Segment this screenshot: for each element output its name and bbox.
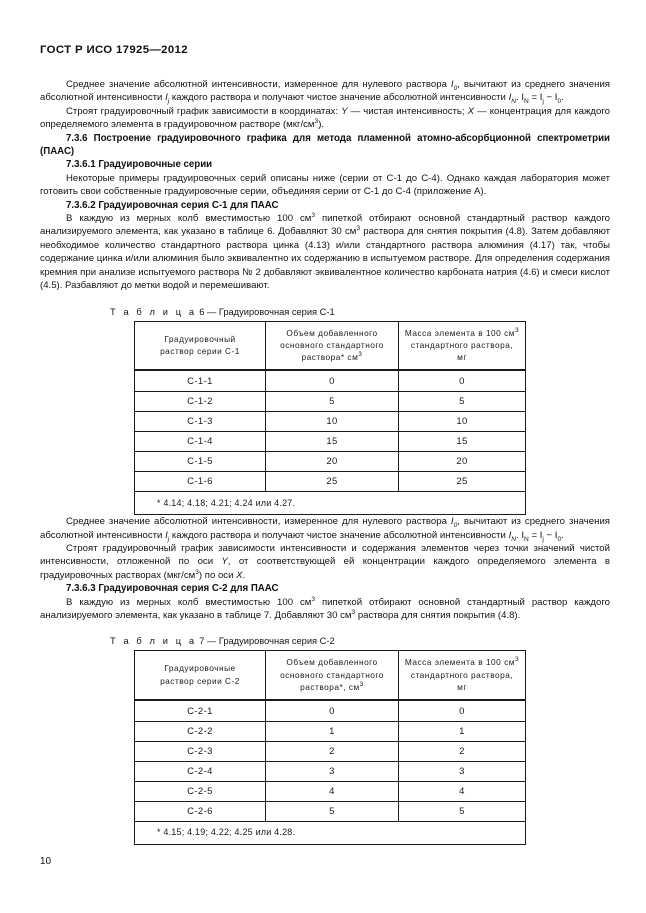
paragraph-series-c1-procedure <box>40 212 610 292</box>
para7-text-a: В каждую из мерных колб вместимостью 100 см <box>66 596 312 608</box>
cell-solution: С-1-1 <box>135 370 266 392</box>
table-caption-number: 6 <box>199 306 205 317</box>
cell-mass: 0 <box>399 700 526 722</box>
cell-mass: 4 <box>399 781 526 801</box>
cell-solution: С-2-1 <box>135 700 266 722</box>
cell-volume: 1 <box>266 721 399 741</box>
paragraph-series-c2-procedure <box>40 596 610 623</box>
para1-formula: . $I_N = I_j - I_0$. <box>516 92 564 106</box>
cell-mass: 5 <box>399 801 526 821</box>
paragraph-calibration-graph-1 <box>40 105 610 132</box>
cell-volume: 15 <box>266 432 399 452</box>
table-row <box>135 781 526 801</box>
paragraph-mean-intensity-1 <box>40 78 610 105</box>
column-header-solution: Градуировочные раствор серии С-2 <box>135 651 266 700</box>
superscript-cubic: 3 <box>514 326 520 334</box>
column-header-volume: Объем добавленного основного стандартного раствора*, $см^3$ <box>266 651 399 700</box>
heading-7-3-6-3: 7.3.6.3 Градуировочная серия С-2 для ПААС <box>66 583 279 595</box>
cell-solution: С-2-2 <box>135 721 266 741</box>
cell-solution: С-1-2 <box>135 392 266 412</box>
cell-mass: 10 <box>399 412 526 432</box>
para1-text-a: Среднее значение абсолютной интенсивности, измеренное для нулевого раствора <box>66 79 451 90</box>
symbol-in: $I_N$ <box>508 529 517 543</box>
superscript-cubic: 3 <box>311 595 316 603</box>
table-footnote-row <box>135 821 526 844</box>
table-caption-number: 7 <box>199 636 205 647</box>
axis-symbol-x: X <box>467 105 475 117</box>
symbol-i0: $I_0$ <box>450 516 458 530</box>
paragraph-calibration-series-examples: Некоторые примеры градуировочных серий описаны ниже (серии от С-1 до С-4). Однако каждая лаборатория может готовить свои собственные градуировочные серии, объединяя серии от С-1 до С-4 (приложение А). <box>40 172 610 198</box>
paragraph-calibration-graph-2 <box>40 542 610 582</box>
para7-text-b: пипеткой отбирают основной стандартный раствор каждого анализируемого элемента, как указано в таблице 7. Добавляют 30 см <box>40 596 610 621</box>
superscript-cubic: 3 <box>356 225 361 233</box>
cell-solution: С-1-5 <box>135 452 266 472</box>
para2-text-d: ). <box>318 119 325 131</box>
para4-text-c: раствора для снятия покрытия (4.8). Затем добавляют необходимое количество стандартного раствора цинка (4.13) и/или стандартного раствора алюминия (4.17) так, чтобы содержание цинка и/или алюминия было эквивалентно их содержанию в испытуемом растворе. Для определения содержания кремния при анализе испытуемого раствора № 2 добавляют эквивалентное количество карбоната натрия (4.6) и смеси кислот (4.5). Разбавляют до метки водой и перемешивают. <box>40 226 611 292</box>
para2-text-c: — концентрация для каждого определяемого элемента в градуировочном растворе (мкг/см <box>40 105 610 131</box>
heading-7-3-6-2: 7.3.6.2 Градуировочная серия С-1 для ПААС <box>66 199 279 211</box>
para2-text-b: — чистая интенсивность; <box>347 105 468 117</box>
cell-solution: С-2-4 <box>135 761 266 781</box>
cell-mass: 25 <box>399 472 526 492</box>
para5-formula: . $I_N = I_j - I_0$. <box>516 529 564 543</box>
superscript-cubic: 3 <box>195 568 199 576</box>
cell-volume: 3 <box>266 761 399 781</box>
table-caption-text: — Градуировочная серия С-1 <box>206 306 335 317</box>
para1-text-c: каждого раствора и получают чистое значение абсолютной интенсивности <box>169 92 509 104</box>
table-row <box>135 761 526 781</box>
table-footnote: * 4.15; 4.19; 4.22; 4.25 или 4.28. <box>135 821 526 844</box>
cell-volume: 20 <box>266 452 399 472</box>
cell-mass: 0 <box>399 370 526 392</box>
axis-symbol-y: Y <box>221 556 228 568</box>
page-number: 10 <box>40 856 52 867</box>
cell-mass: 5 <box>399 392 526 412</box>
para4-text-b: пипеткой отбирают основной стандартный раствор каждого анализируемого элемента, как указано в таблице 6. Добавляют 30 см <box>40 213 610 238</box>
symbol-in: $I_N$ <box>508 92 517 106</box>
para5-text-b: , вычитают из среднего значения абсолютной интенсивности <box>40 516 610 541</box>
table-block-6 <box>40 307 610 516</box>
column-header-mass: Масса элемента в 100 $см^3$ стандартного раствора, мг <box>399 651 526 700</box>
superscript-cubic: 3 <box>358 351 363 359</box>
page-content <box>40 44 610 845</box>
cell-solution: С-2-5 <box>135 781 266 801</box>
cell-mass: 15 <box>399 432 526 452</box>
column-header-mass: Масса элемента в 100 $см^3$ стандартного раствора, мг <box>399 321 526 370</box>
para6-text-d: . <box>242 569 246 581</box>
heading-7-3-6: 7.3.6 Построение градуировочного графика для метода пламенной атомно-абсорбционной спектрометрии (ПААС) <box>40 132 610 158</box>
axis-symbol-y: Y <box>341 105 348 117</box>
superscript-cubic: 3 <box>314 118 319 126</box>
table-row <box>135 370 526 392</box>
document-header: ГОСТ Р ИСО 17925—2012 <box>40 44 188 56</box>
cell-mass: 20 <box>399 452 526 472</box>
cell-solution: С-1-6 <box>135 472 266 492</box>
symbol-ij: $I_j$ <box>165 92 170 106</box>
para5-text-c: каждого раствора и получают чистое значение абсолютной интенсивности <box>169 529 509 541</box>
table-caption-7 <box>110 636 610 646</box>
cell-volume: 5 <box>266 392 399 412</box>
para1-text-b: , вычитают из среднего значения абсолютной интенсивности <box>40 79 610 104</box>
table-row <box>135 801 526 821</box>
column-header-volume: Объем добавленного основного стандартного раствора* $см^3$ <box>266 321 399 370</box>
table-calibration-series-c1 <box>134 321 526 516</box>
table-block-7 <box>40 636 610 845</box>
cell-volume: 4 <box>266 781 399 801</box>
symbol-i0: $I_0$ <box>450 79 458 92</box>
table-row <box>135 472 526 492</box>
superscript-cubic: 3 <box>351 608 356 616</box>
cell-solution: С-2-6 <box>135 801 266 821</box>
superscript-cubic: 3 <box>359 681 364 688</box>
table-header-row <box>135 321 526 370</box>
table-row <box>135 412 526 432</box>
para4-text-a: В каждую из мерных колб вместимостью 100 см <box>66 213 312 225</box>
table-caption-6 <box>110 307 610 317</box>
paragraph-mean-intensity-2 <box>40 515 610 542</box>
table-caption-label: Т а б л и ц а <box>110 636 197 647</box>
cell-solution: С-1-4 <box>135 432 266 452</box>
table-row <box>135 432 526 452</box>
para6-text-b: , от соответствующей ей концентрации каждого определяемого элемента в градуировочных растворах (мкг/см <box>40 556 610 581</box>
para2-text-a: Строят градуировочный график зависимости в координатах: <box>66 105 342 117</box>
cell-volume: 5 <box>266 801 399 821</box>
cell-mass: 3 <box>399 761 526 781</box>
cell-volume: 0 <box>266 370 399 392</box>
superscript-cubic: 3 <box>514 656 520 664</box>
table-calibration-series-c2 <box>134 650 526 845</box>
para6-text-c: ) по оси <box>198 569 237 581</box>
table-caption-text: — Градуировочная серия С-2 <box>206 636 335 647</box>
cell-volume: 25 <box>266 472 399 492</box>
heading-7-3-6-1: 7.3.6.1 Градуировочные серии <box>66 159 213 171</box>
table-row <box>135 392 526 412</box>
cell-volume: 2 <box>266 741 399 761</box>
cell-volume: 10 <box>266 412 399 432</box>
table-row <box>135 741 526 761</box>
table-row <box>135 721 526 741</box>
axis-symbol-x: X <box>236 569 243 581</box>
table-footnote: * 4.14; 4.18; 4.21; 4.24 или 4.27. <box>135 492 526 515</box>
table-row <box>135 452 526 472</box>
table-footnote-row <box>135 492 526 515</box>
table-caption-label: Т а б л и ц а <box>110 306 197 317</box>
para6-text-a: Строят градуировочный график зависимости интенсивности и содержания элементов через точки значений чистой интенсивности, отложенной по оси <box>40 542 610 568</box>
table-header-row <box>135 651 526 700</box>
column-header-solution: Градуировочный раствор серии С-1 <box>135 321 266 370</box>
symbol-ij: $I_j$ <box>165 529 170 543</box>
cell-mass: 2 <box>399 741 526 761</box>
table-row <box>135 700 526 722</box>
cell-mass: 1 <box>399 721 526 741</box>
cell-solution: С-1-3 <box>135 412 266 432</box>
cell-volume: 0 <box>266 700 399 722</box>
para7-text-c: раствора для снятия покрытия (4.8). <box>355 609 521 621</box>
para5-text-a: Среднее значение абсолютной интенсивности, измеренное для нулевого раствора <box>66 516 451 528</box>
superscript-cubic: 3 <box>311 211 316 219</box>
cell-solution: С-2-3 <box>135 741 266 761</box>
